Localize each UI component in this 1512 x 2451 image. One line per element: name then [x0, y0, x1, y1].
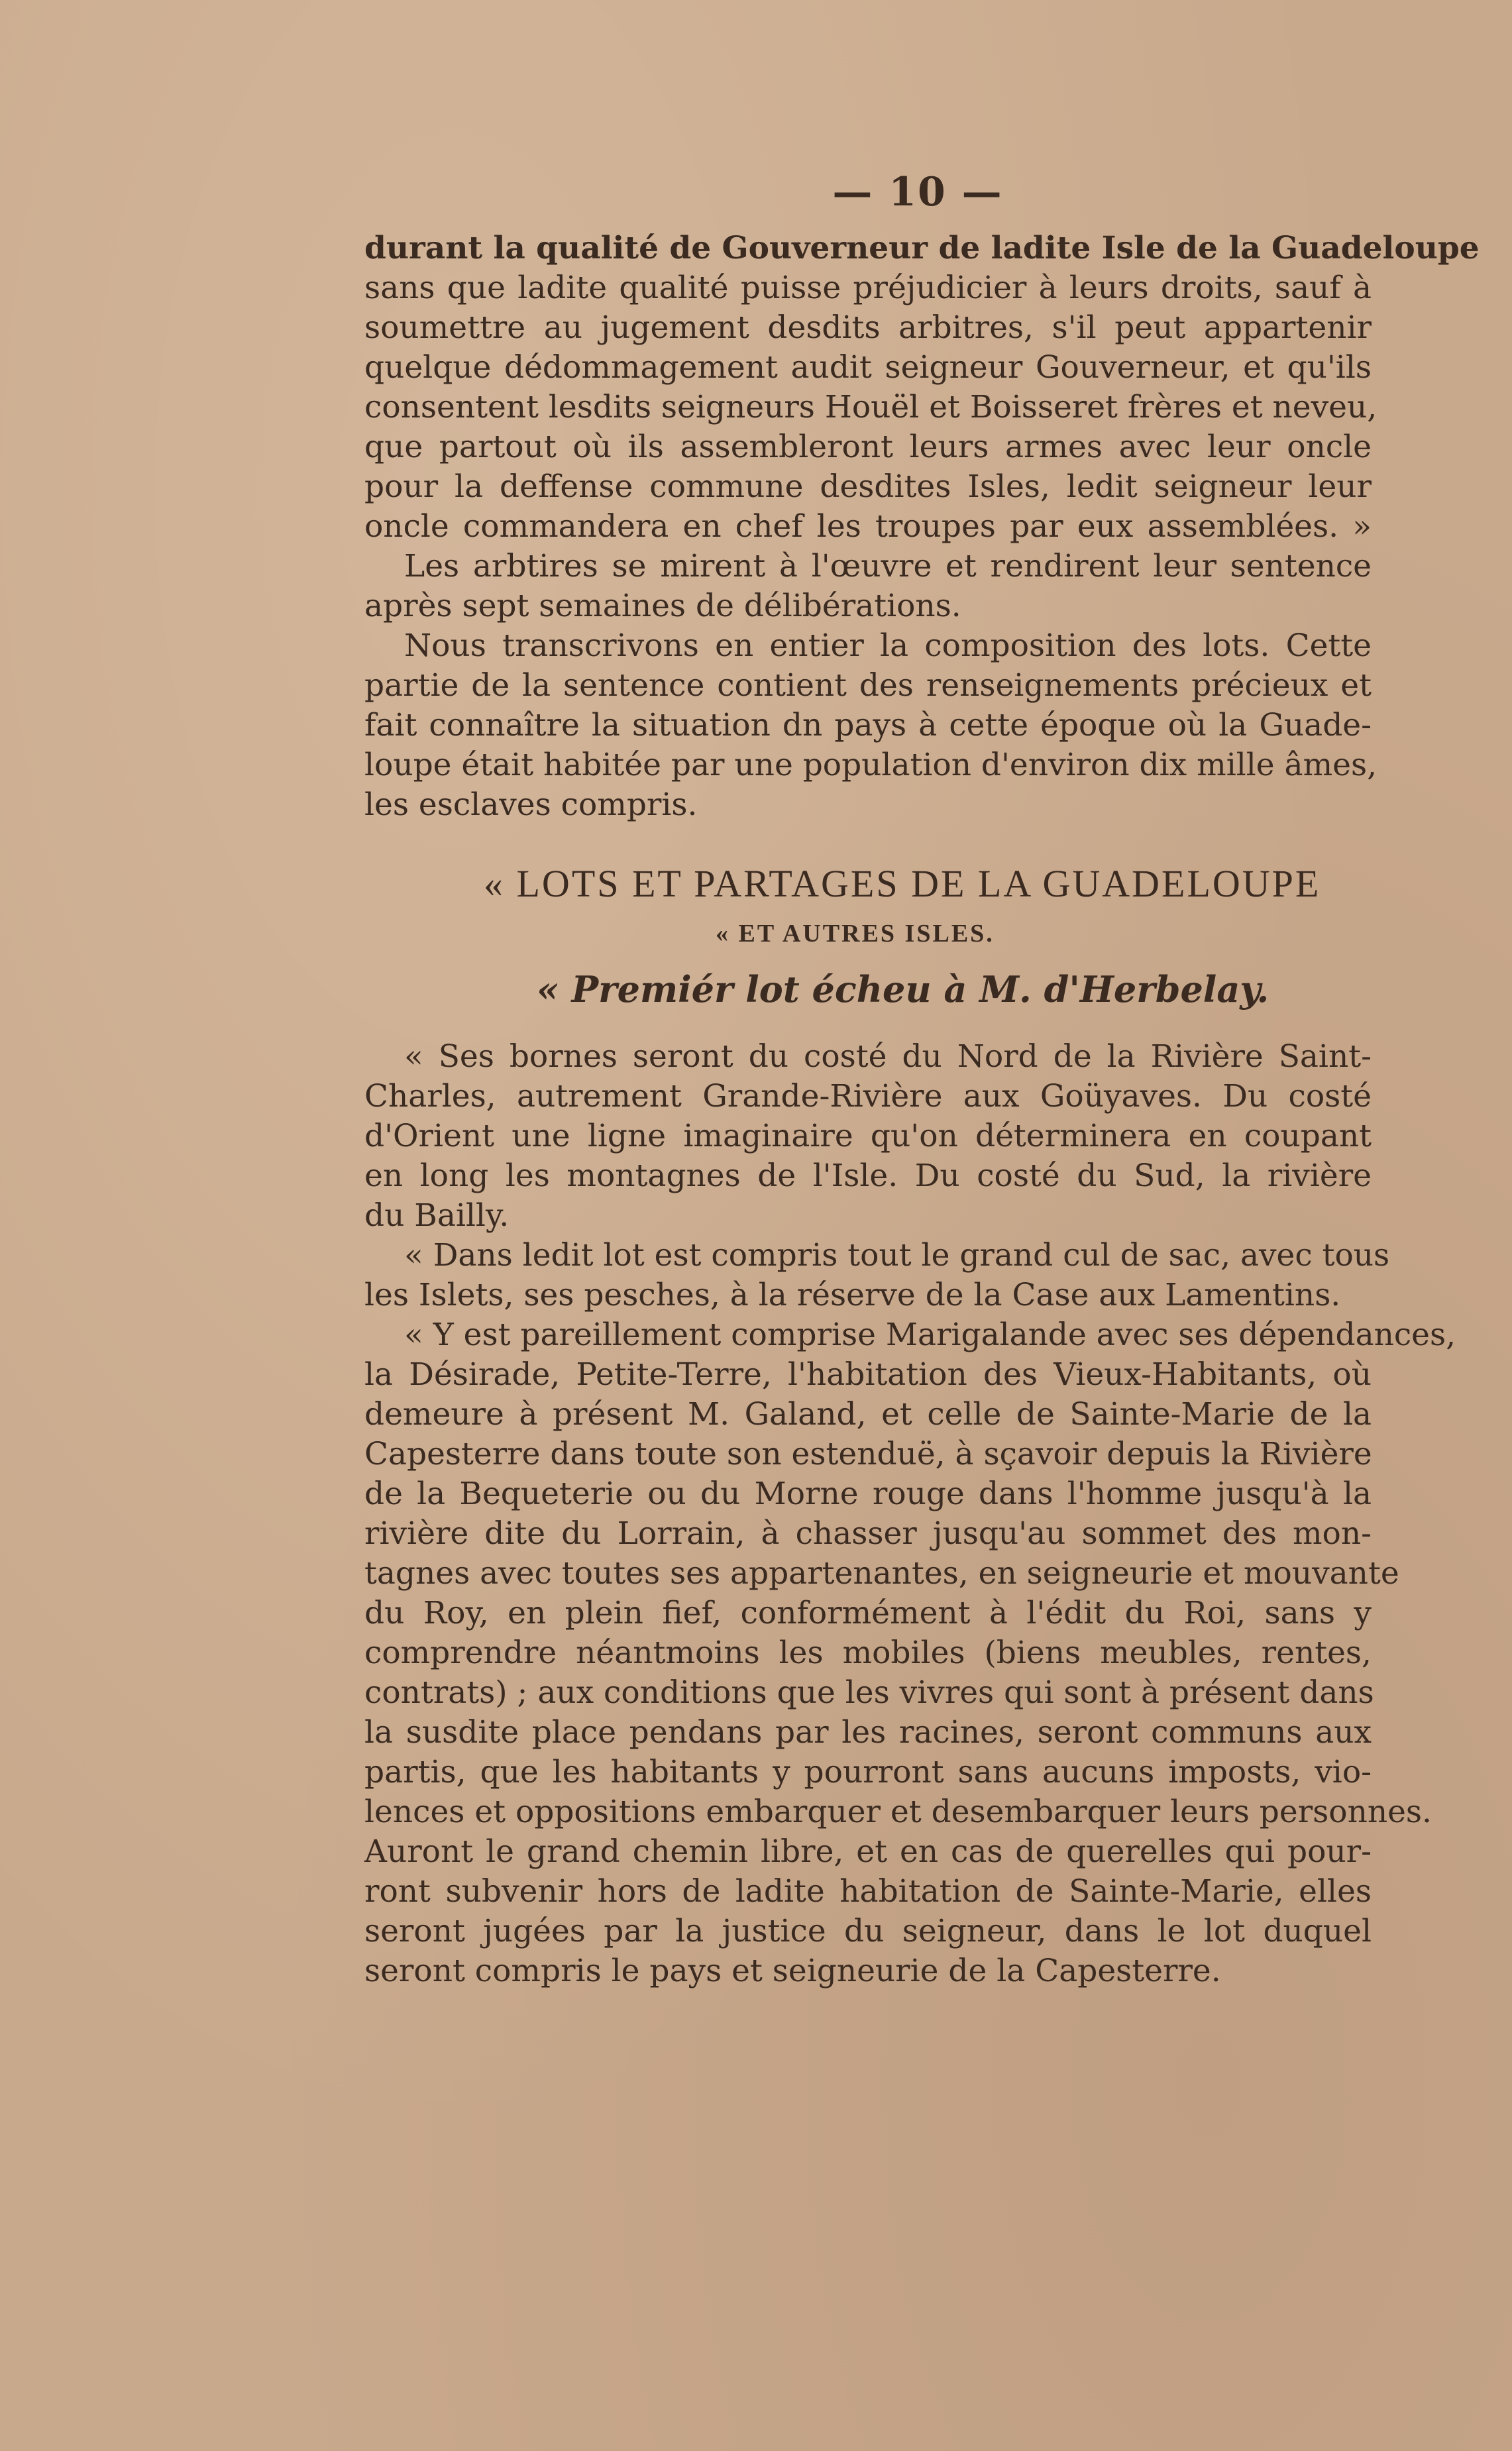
page-content	[364, 169, 1480, 1991]
text-line: les esclaves compris.	[364, 787, 698, 823]
paragraph-1	[364, 229, 1480, 547]
text-line: Charles, autrement Grande-Rivière aux Goüyaves. Du costé	[364, 1078, 1372, 1115]
text-line: « Y est pareillement comprise Marigalande avec ses dépendances,	[404, 1317, 1456, 1353]
text-line: après sept semaines de délibérations.	[364, 588, 961, 624]
text-line: seront compris le pays et seigneurie de la Capesterre.	[364, 1953, 1221, 1989]
text-line: soumettre au jugement desdits arbitres, s'il peut appartenir	[364, 309, 1372, 346]
text-line: Nous transcrivons en entier la composition des lots. Cette	[404, 627, 1372, 664]
text-line: « Ses bornes seront du costé du Nord de la Rivière Saint-	[404, 1038, 1372, 1075]
text-line: loupe était habitée par une population d'environ dix mille âmes,	[364, 747, 1377, 783]
text-line: partis, que les habitants y pourront sans aucuns imposts, vio-	[364, 1754, 1372, 1790]
text-line: en long les montagnes de l'Isle. Du costé du Sud, la rivière	[364, 1158, 1372, 1194]
text-line: la susdite place pendans par les racines, seront communs aux	[364, 1714, 1372, 1751]
section-heading: « LOTS ET PARTAGES DE LA GUADELOUPE	[484, 862, 1321, 905]
text-line: durant la qualité de Gouverneur de ladite Isle de la Guadeloupe	[364, 230, 1480, 266]
paragraph-2	[364, 547, 1372, 626]
text-line: seront jugées par la justice du seigneur, dans le lot duquel	[364, 1913, 1372, 1949]
text-line: lences et oppositions embarquer et desembarquer leurs personnes.	[364, 1794, 1432, 1830]
text-line: du Bailly.	[364, 1197, 510, 1234]
lot-heading: « Premiér lot écheu à M. d'Herbelay.	[537, 968, 1269, 1010]
text-line: pour la deffense commune desdites Isles, ledit seigneur leur	[364, 468, 1372, 505]
text-line: ront subvenir hors de ladite habitation de Sainte-Marie, elles	[364, 1873, 1372, 1910]
text-line: consentent lesdits seigneurs Houël et Boisseret frères et neveu,	[364, 389, 1377, 425]
text-line: oncle commandera en chef les troupes par eux assemblées. »	[364, 508, 1372, 545]
text-line: Capesterre dans toute son estenduë, à sçavoir depuis la Rivière	[364, 1436, 1372, 1472]
text-line: contrats) ; aux conditions que les vivres qui sont à présent dans	[364, 1674, 1374, 1711]
text-line: « Dans ledit lot est compris tout le grand cul de sac, avec tous	[404, 1237, 1390, 1274]
text-line: d'Orient une ligne imaginaire qu'on déterminera en coupant	[364, 1118, 1372, 1154]
text-line: rivière dite du Lorrain, à chasser jusqu'au sommet des mon-	[364, 1515, 1372, 1552]
text-line: la Désirade, Petite-Terre, l'habitation des Vieux-Habitants, où	[364, 1356, 1372, 1393]
text-line: les Islets, ses pesches, à la réserve de la Case aux Lamentins.	[364, 1277, 1341, 1313]
text-line: comprendre néantmoins les mobiles (biens meubles, rentes,	[364, 1635, 1372, 1671]
text-line: quelque dédommagement audit seigneur Gouverneur, et qu'ils	[364, 349, 1372, 386]
text-line: Les arbtires se mirent à l'œuvre et rendirent leur sentence	[404, 548, 1372, 584]
section-subheading: « ET AUTRES ISLES.	[716, 920, 995, 948]
paragraph-6	[364, 1315, 1456, 1991]
text-line: fait connaître la situation dn pays à cette époque où la Guade-	[364, 707, 1372, 743]
text-line: Auront le grand chemin libre, et en cas de querelles qui pour-	[364, 1833, 1372, 1870]
text-line: que partout où ils assembleront leurs armes avec leur oncle	[364, 429, 1372, 465]
text-line: du Roy, en plein fief, conformément à l'édit du Roi, sans y	[364, 1595, 1372, 1631]
text-line: de la Bequeterie ou du Morne rouge dans l'homme jusqu'à la	[364, 1476, 1372, 1512]
text-line: partie de la sentence contient des renseignements précieux et	[364, 667, 1372, 704]
text-line: sans que ladite qualité puisse préjudicier à leurs droits, sauf à	[364, 270, 1372, 306]
text-line: demeure à présent M. Galand, et celle de Sainte-Marie de la	[364, 1396, 1372, 1433]
paragraph-5	[364, 1236, 1390, 1315]
page-number: — 10 —	[832, 169, 1003, 215]
text-line: tagnes avec toutes ses appartenantes, en seigneurie et mouvante	[364, 1555, 1399, 1592]
paragraph-4	[364, 1037, 1372, 1236]
paragraph-3	[364, 626, 1377, 825]
